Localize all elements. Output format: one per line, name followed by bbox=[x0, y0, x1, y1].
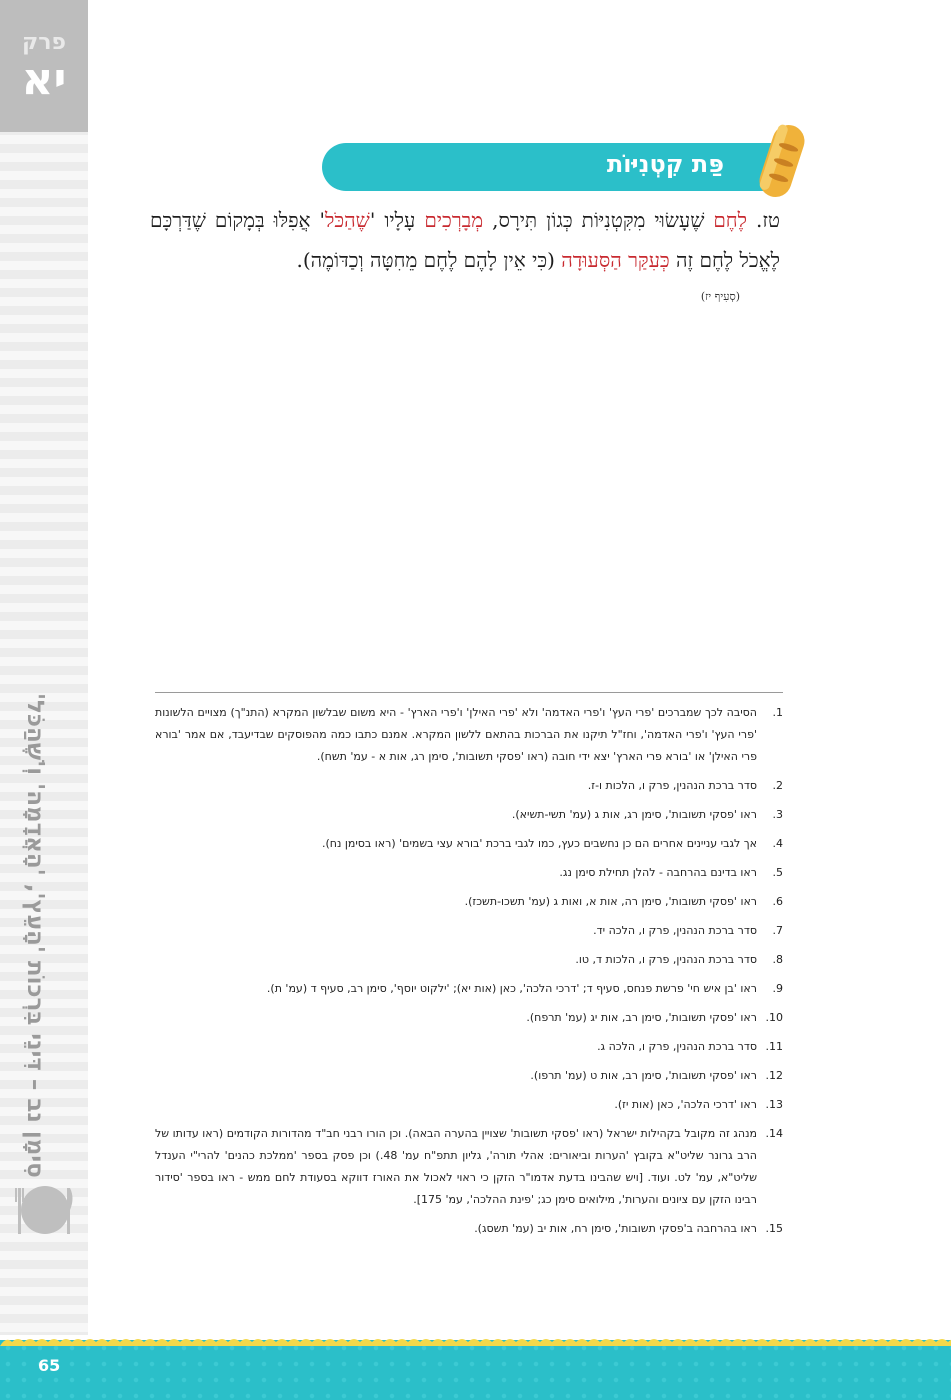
footnote-item bbox=[155, 978, 783, 1000]
wave-border bbox=[0, 1336, 951, 1346]
footnote-number: 12. bbox=[765, 1069, 783, 1082]
footnote-text: סדר ברכת הנהנין, פרק ו, הלכה יד. bbox=[593, 924, 757, 937]
footnote-item bbox=[155, 949, 783, 971]
highlight-text: לֶחֶם bbox=[713, 208, 747, 232]
footnote-number: 14. bbox=[765, 1127, 783, 1140]
plate-cutlery-icon bbox=[14, 1180, 74, 1240]
sidebar bbox=[0, 0, 88, 1335]
footnote-text: ראו 'פסקי תשובות', סימן רב, אות ט (עמ' תרפו). bbox=[530, 1069, 757, 1082]
footnote-item bbox=[155, 833, 783, 855]
footnote-number: 9. bbox=[772, 982, 783, 995]
footnote-item bbox=[155, 891, 783, 913]
footnote-text: סדר ברכת הנהנין, פרק ו, הלכה ג. bbox=[597, 1040, 757, 1053]
footnote-item bbox=[155, 804, 783, 826]
footnote-text: ראו בהרחבה ב'פסקי תשובות', סימן רח, אות יב (עמ' תשסג). bbox=[474, 1222, 757, 1235]
footnote-text: מנהג זה מקובל בקהילות ישראל (ראו 'פסקי תשובות' שצויין בהערה הבאה). וכן הורו רבני חב"ד מהדורות הקודמים (ראו עדותו של הרב גרונר שליט"א בקובץ 'הערות וביאורים: אהלי תורה', גליון תתפ"ח עמ' 48.) וכן פסק בספר 'ממלכת כהנים' להרי"י הענדל שליט"א, עמ' לט. ועוד. [ויש שהבינו בדעת אדמו"ר הזקן כי ראוי לאכול את האורז דווקא בסעודת לחם ממש - ראו בספר 'סידור רבינו הזקן עם ציונים והערות', מילואים סימן כג; 'פינת ההלכה', עמ' 175]. bbox=[155, 1127, 757, 1206]
chapter-word: פרק bbox=[22, 30, 66, 55]
section-header bbox=[322, 143, 784, 191]
bottom-decorative-band bbox=[0, 1340, 951, 1400]
footnote-item bbox=[155, 1218, 783, 1240]
paragraph-text: שֶׁעָשׂוּי מִקִּטְנִיּוֹת כְּגוֹן תִּירָס, bbox=[483, 208, 714, 232]
footnote-number: 4. bbox=[772, 837, 783, 850]
chapter-number: יא bbox=[21, 54, 67, 105]
bread-icon bbox=[754, 122, 810, 200]
footnote-item bbox=[155, 862, 783, 884]
footnote-item bbox=[155, 1036, 783, 1058]
highlight-text: שֶׁהַכֹּל bbox=[325, 208, 370, 232]
footnote-number: 13. bbox=[765, 1098, 783, 1111]
footnote-item bbox=[155, 775, 783, 797]
page-number: 65 bbox=[38, 1356, 61, 1375]
footnote-text: הסיבה לכך שמברכים 'פרי העץ' ו'פרי האדמה' ולא 'פרי האילן' ו'פרי הארץ' - היא משום שבלשון המקרא (התנ"ך) מצויים הלשונות 'פרי העץ' ו'פרי האדמה', וחז"ל תיקנו את הברכות בהתאם ללשון המקרא. אמנם כתבו כמה מהפוסקים שבדיעבד, אם אמר 'בורא פרי האילן' או 'בורא פרי הארץ' יצא ידי חובה (ראו 'פסקי תשובות', סימן רג, אות א - עמ' תשח). bbox=[155, 706, 757, 763]
footnote-text: ראו 'דרכי הלכה', כאן (אות יז). bbox=[614, 1098, 757, 1111]
footnote-item bbox=[155, 920, 783, 942]
halacha-paragraph bbox=[150, 200, 780, 280]
footnote-text: ראו 'פסקי תשובות', סימן רב, אות יג (עמ' תרפח). bbox=[526, 1011, 757, 1024]
footnote-number: 11. bbox=[765, 1040, 783, 1053]
footnote-number: 1. bbox=[772, 706, 783, 719]
footnote-text: ראו 'פסקי תשובות', סימן רג, אות ג (עמ' תשי-תשיא). bbox=[511, 808, 757, 821]
chapter-label bbox=[0, 0, 88, 132]
footnote-item bbox=[155, 702, 783, 768]
footnote-text: ראו בדינם בהרחבה - להלן תחילת סימן נג. bbox=[559, 866, 757, 879]
footnote-number: 10. bbox=[765, 1011, 783, 1024]
source-reference: (סְעִיף יז) bbox=[700, 290, 740, 303]
footnote-divider bbox=[155, 692, 783, 693]
paragraph-number: טז. bbox=[755, 208, 780, 232]
section-title: פַּת קִטְנִיּוֹת bbox=[606, 150, 724, 178]
footnote-item bbox=[155, 1065, 783, 1087]
footnote-text: סדר ברכת הנהנין, פרק ו, הלכות ו-ז. bbox=[587, 779, 757, 792]
paragraph-text: עָלָיו ' bbox=[369, 208, 425, 232]
footnote-number: 8. bbox=[772, 953, 783, 966]
footnote-text: אך לגבי עניינים אחרים הם כן נחשבים כעץ, כמו לגבי ברכת 'בורא עצי בשמים' (ראו בסימן נח). bbox=[321, 837, 757, 850]
footnote-item bbox=[155, 1007, 783, 1029]
footnote-item bbox=[155, 1094, 783, 1116]
footnote-text: ראו 'פסקי תשובות', סימן רה, אות א, ואות ג (עמ' תשכו-תשכז). bbox=[464, 895, 757, 908]
footnote-number: 3. bbox=[772, 808, 783, 821]
footnote-text: ראו 'בן איש חי' פרשת פנחס, סעיף ד; 'דרכי הלכה', כאן (אות יא); 'ילקוט יוסף', סימן רב, סעיף ד (עמ' ת). bbox=[266, 982, 757, 995]
footnote-text: סדר ברכת הנהנין, פרק ו, הלכות ד, טו. bbox=[575, 953, 757, 966]
footnote-number: 15. bbox=[765, 1222, 783, 1235]
footnote-number: 5. bbox=[772, 866, 783, 879]
highlight-text: מְבָרְכִים bbox=[424, 208, 484, 232]
footnotes-list bbox=[155, 702, 783, 1247]
footnote-number: 2. bbox=[772, 779, 783, 792]
highlight-text: כְּעִקַּר הַסְּעוּדָה bbox=[561, 248, 670, 272]
running-title: סִימָן נב – דִּינֵי בִּרְכוֹת 'הָעֵץ', 'הָאֲדָמָה' וְ'שֶׁהַכֹּל' bbox=[22, 693, 48, 1178]
paragraph-text: ' אֲפִלּוּ בְּמָקוֹם שֶׁדַּרְכָּם לֶאֱכֹל לֶחֶם זֶה bbox=[150, 208, 780, 272]
footnote-number: 6. bbox=[772, 895, 783, 908]
paragraph-text: (כִּי אֵין לָהֶם לֶחֶם מֵחִטָּה וְכַדּוֹמֶה). bbox=[296, 248, 562, 272]
footnote-item bbox=[155, 1123, 783, 1211]
footnote-number: 7. bbox=[772, 924, 783, 937]
